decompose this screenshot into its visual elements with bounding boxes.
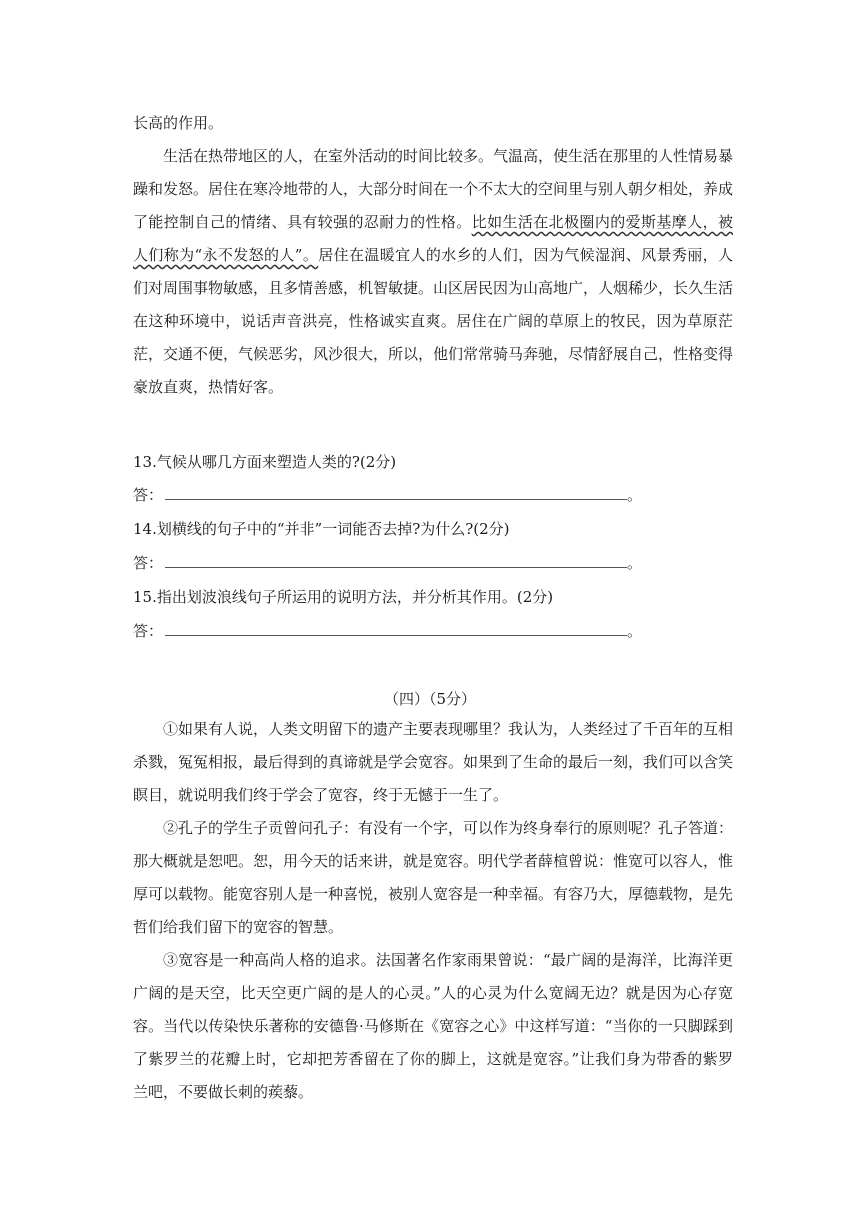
answer-label: 答： bbox=[133, 554, 164, 572]
passage-paragraph-climate bbox=[133, 140, 733, 404]
passage-text: 生活在热带地区的人，在室外活动的时间比较多。气温高，使生活在那里的人性情易暴躁和发怒。居住在寒冷地带的人，大部分时间在一个不太大的空间里与别人朝夕相处，养成了能控制自己的情绪、具有较强的忍耐力的性格。 bbox=[133, 147, 734, 231]
answer-end: 。 bbox=[627, 486, 643, 504]
answer-label: 答： bbox=[133, 486, 164, 504]
answer-end: 。 bbox=[627, 554, 643, 572]
question-13: 13.气候从哪几方面来塑造人类的?(2分) bbox=[133, 453, 397, 471]
answer-15 bbox=[133, 620, 653, 642]
answer-13 bbox=[133, 484, 653, 506]
section4-paragraph-2: ②孔子的学生子贡曾问孔子：有没有一个字，可以作为终身奉行的原则呢？孔子答道：那大概就是恕吧。恕，用今天的话来讲，就是宽容。明代学者薛楦曾说：惟宽可以容人，惟厚可以载物。能宽容别人是一种喜悦，被别人宽容是一种幸福。有容乃大，厚德载物，是先哲们给我们留下的宽容的智慧。 bbox=[133, 819, 734, 936]
answer-label: 答： bbox=[133, 622, 164, 640]
wavy-underlined-sentence: 比如生活在北极圈内的爱斯基摩人，被人们称为“永不发怒的人”。 bbox=[133, 213, 733, 264]
answer-blank-13[interactable] bbox=[165, 485, 627, 500]
question-14: 14.划横线的句子中的“并非”一词能否去掉?为什么?(2分) bbox=[133, 520, 510, 538]
passage-line-fragment: 长高的作用。 bbox=[133, 114, 224, 132]
answer-blank-14[interactable] bbox=[165, 553, 627, 568]
answer-end: 。 bbox=[627, 622, 643, 640]
passage-text-rest: 居住在温暖宜人的水乡的人们，因为气候湿润、风景秀丽，人们对周围事物敏感，且多情善感，机智敏捷。山区居民因为山高地广，人烟稀少，长久生活在这种环境中，说话声音洪亮，性格诚实直爽。居住在广阔的草原上的牧民，因为草原茫茫，交通不便，气候恶劣，风沙很大，所以，他们常常骑马奔驰，尽情舒展自己，性格变得豪放直爽，热情好客。 bbox=[133, 246, 734, 396]
section4-paragraph-1: ①如果有人说，人类文明留下的遗产主要表现哪里？我认为，人类经过了千百年的互相杀戮，冤冤相报，最后得到的真谛就是学会宽容。如果到了生命的最后一刻，我们可以含笑瞑目，就说明我们终于学会了宽容，终于无憾于一生了。 bbox=[133, 720, 734, 804]
answer-blank-15[interactable] bbox=[165, 621, 627, 636]
section4-paragraph-3: ③宽容是一种高尚人格的追求。法国著名作家雨果曾说：“最广阔的是海洋，比海洋更广阔的是天空，比天空更广阔的是人的心灵。”人的心灵为什么宽阔无边？就是因为心存宽容。当代以传染快乐著称的安德鲁·马修斯在《宽容之心》中这样写道：“当你的一只脚踩到了紫罗兰的花瓣上时，它却把芳香留在了你的脚上，这就是宽容。”让我们身为带香的紫罗兰吧，不要做长刺的蒺藜。 bbox=[133, 951, 733, 1101]
answer-14 bbox=[133, 552, 653, 574]
section-heading: （四）（5分） bbox=[383, 690, 477, 708]
question-15: 15.指出划波浪线句子所运用的说明方法，并分析其作用。(2分) bbox=[133, 588, 554, 606]
